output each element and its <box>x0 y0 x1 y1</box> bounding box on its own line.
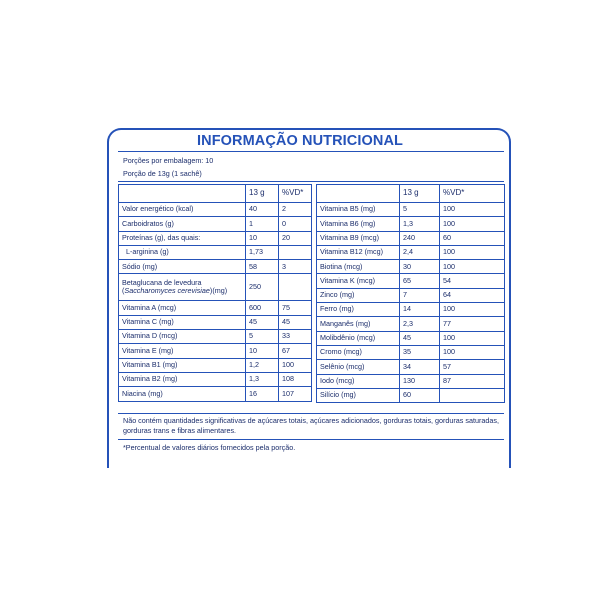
nutrient-name: Vitamina B1 (mg) <box>119 358 246 372</box>
table-row <box>317 245 505 259</box>
nutrient-amount: 45 <box>400 331 440 345</box>
nutrient-name: Vitamina B5 (mg) <box>317 203 400 217</box>
nutrient-name: Vitamina E (mg) <box>119 344 246 358</box>
divider <box>118 439 504 440</box>
divider <box>118 181 504 182</box>
nutrient-dv: 100 <box>440 303 505 317</box>
table-row <box>119 217 312 231</box>
nutrient-dv: 100 <box>440 217 505 231</box>
nutrient-amount: 5 <box>246 330 279 344</box>
nutrient-amount: 34 <box>400 360 440 374</box>
table-row <box>317 274 505 288</box>
nutrient-dv: 100 <box>440 345 505 359</box>
table-row <box>317 217 505 231</box>
table-row <box>317 317 505 331</box>
nutrient-amount: 600 <box>246 301 279 315</box>
nutrient-dv: 77 <box>440 317 505 331</box>
nutrient-name: Selênio (mcg) <box>317 360 400 374</box>
nutrient-name: Proteínas (g), das quais: <box>119 231 246 245</box>
nutrient-name: Silício (mg) <box>317 388 400 402</box>
nutrition-table-right <box>316 184 505 403</box>
table-row <box>317 345 505 359</box>
nutrient-name: Cromo (mcg) <box>317 345 400 359</box>
nutrient-dv: 100 <box>440 245 505 259</box>
nutrient-name: Iodo (mcg) <box>317 374 400 388</box>
table-row <box>119 301 312 315</box>
nutrient-dv: 108 <box>279 372 312 386</box>
nutrient-name: Vitamina D (mcg) <box>119 330 246 344</box>
nutrient-dv: 100 <box>440 203 505 217</box>
nutrient-amount: 250 <box>246 274 279 301</box>
nutrient-name: Ferro (mg) <box>317 303 400 317</box>
table-row <box>317 331 505 345</box>
table-row <box>119 203 312 217</box>
nutrient-name: Vitamina A (mcg) <box>119 301 246 315</box>
table-row <box>119 274 312 301</box>
nutrient-name: Manganês (mg) <box>317 317 400 331</box>
nutrient-amount: 130 <box>400 374 440 388</box>
nutrient-amount: 240 <box>400 231 440 245</box>
nutrient-amount: 1 <box>246 217 279 231</box>
nutrient-dv: 75 <box>279 301 312 315</box>
nutrient-name: Vitamina B12 (mcg) <box>317 245 400 259</box>
nutrient-dv: 3 <box>279 260 312 274</box>
nutrient-name: Carboidratos (g) <box>119 217 246 231</box>
nutrient-dv: 60 <box>440 231 505 245</box>
nutrient-name: L-arginina (g) <box>119 245 246 259</box>
nutrient-dv: 67 <box>279 344 312 358</box>
footnote-daily-values: *Percentual de valores diários fornecidos pela porção. <box>123 443 296 452</box>
nutrient-dv: 0 <box>279 217 312 231</box>
divider <box>118 151 504 152</box>
nutrient-dv: 100 <box>440 260 505 274</box>
nutrient-name: Vitamina K (mcg) <box>317 274 400 288</box>
nutrient-dv: 100 <box>440 331 505 345</box>
nutrient-name-line1: Betaglucana de levedura <box>122 277 202 287</box>
table-row <box>119 245 312 259</box>
nutrient-dv: 100 <box>279 358 312 372</box>
nutrient-amount: 1,3 <box>246 372 279 386</box>
table-row <box>119 358 312 372</box>
nutrient-dv: 45 <box>279 315 312 329</box>
table-header-row <box>317 185 505 203</box>
table-row <box>119 260 312 274</box>
nutrient-dv: 107 <box>279 387 312 401</box>
table-row <box>317 288 505 302</box>
nutrient-dv: 20 <box>279 231 312 245</box>
nutrient-dv: 87 <box>440 374 505 388</box>
nutrition-table-left <box>118 184 312 402</box>
nutrient-amount: 58 <box>246 260 279 274</box>
table-row <box>119 372 312 386</box>
nutrient-amount: 1,3 <box>400 217 440 231</box>
nutrient-dv <box>279 245 312 259</box>
nutrient-amount: 40 <box>246 203 279 217</box>
nutrient-amount: 2,4 <box>400 245 440 259</box>
footnote-nutrients: Não contém quantidades significativas de açúcares totais, açúcares adicionados, gorduras totais, gorduras saturadas, gorduras trans e fibras alimentares. <box>123 416 499 435</box>
nutrient-name: Vitamina C (mg) <box>119 315 246 329</box>
nutrient-amount: 14 <box>400 303 440 317</box>
divider <box>118 413 504 414</box>
nutrient-name: Biotina (mcg) <box>317 260 400 274</box>
table-row <box>317 260 505 274</box>
nutrient-name: Valor energético (kcal) <box>119 203 246 217</box>
table-header-row <box>119 185 312 203</box>
header-dv: %VD* <box>279 185 312 203</box>
table-row <box>317 374 505 388</box>
table-row <box>119 344 312 358</box>
nutrient-amount: 1,73 <box>246 245 279 259</box>
nutrient-dv: 33 <box>279 330 312 344</box>
table-row <box>119 387 312 401</box>
nutrient-dv: 54 <box>440 274 505 288</box>
nutrient-amount: 35 <box>400 345 440 359</box>
nutrient-amount: 10 <box>246 231 279 245</box>
header-amount: 13 g <box>400 185 440 203</box>
nutrient-dv: 2 <box>279 203 312 217</box>
nutrient-name: Vitamina B2 (mg) <box>119 372 246 386</box>
nutrient-name: Sódio (mg) <box>119 260 246 274</box>
nutrient-dv: 64 <box>440 288 505 302</box>
table-row <box>317 303 505 317</box>
nutrient-dv <box>279 274 312 301</box>
nutrient-amount: 65 <box>400 274 440 288</box>
header-dv: %VD* <box>440 185 505 203</box>
table-row <box>317 231 505 245</box>
table-row <box>119 231 312 245</box>
nutrient-name: Vitamina B9 (mcg) <box>317 231 400 245</box>
table-row <box>317 388 505 402</box>
table-row <box>317 203 505 217</box>
nutrient-name: Niacina (mg) <box>119 387 246 401</box>
nutrient-amount: 2,3 <box>400 317 440 331</box>
nutrient-amount: 45 <box>246 315 279 329</box>
nutrient-amount: 1,2 <box>246 358 279 372</box>
nutrient-amount: 30 <box>400 260 440 274</box>
nutrient-name: Betaglucana de levedura (Saccharomyces cerevisiae)(mg) <box>119 274 246 301</box>
nutrient-name-unit: (mg) <box>212 286 228 296</box>
table-row <box>119 330 312 344</box>
nutrient-amount: 7 <box>400 288 440 302</box>
serving-size: Porção de 13g (1 sachê) <box>123 169 202 178</box>
header-nutrient <box>317 185 400 203</box>
nutrient-amount: 10 <box>246 344 279 358</box>
header-amount: 13 g <box>246 185 279 203</box>
nutrient-amount: 5 <box>400 203 440 217</box>
table-row <box>317 360 505 374</box>
nutrient-dv <box>440 388 505 402</box>
nutrient-amount: 60 <box>400 388 440 402</box>
nutrient-dv: 57 <box>440 360 505 374</box>
servings-per-package: Porções por embalagem: 10 <box>123 156 214 165</box>
table-row <box>119 315 312 329</box>
nutrient-name: Zinco (mg) <box>317 288 400 302</box>
header-nutrient <box>119 185 246 203</box>
nutrient-name: Vitamina B6 (mg) <box>317 217 400 231</box>
nutrient-amount: 16 <box>246 387 279 401</box>
nutrient-name: Molibdênio (mcg) <box>317 331 400 345</box>
panel-title: INFORMAÇÃO NUTRICIONAL <box>197 133 403 149</box>
nutrient-name-italic: Saccharomyces cerevisiae <box>124 286 210 296</box>
